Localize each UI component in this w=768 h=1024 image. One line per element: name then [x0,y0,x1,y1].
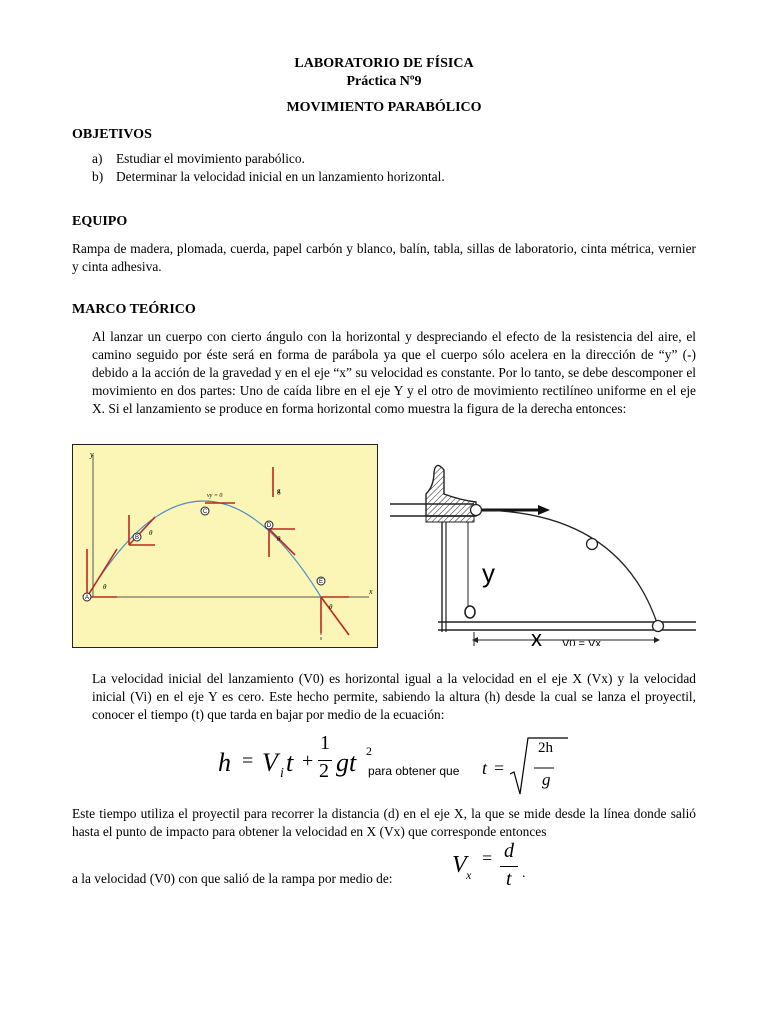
svg-text:D: D [266,523,272,529]
svg-text:B: B [134,535,140,541]
x-axis-label: x [369,587,373,596]
trajectory-diagram [73,445,377,647]
marco-text: Al lanzar un cuerpo con cierto ángulo con la horizontal y despreciando el efecto de la resistencia del aire, el camino seguido por éste será en forma de parábola ya que el cuerpo sólo acelera en la dirección de “y” (-) debido a la acción de la gravedad y en el eje “x” su velocidad es constante. Por lo tanto, se debe descomponer el movimiento en dos partes: Uno de caída libre en el eje Y y el otro de movimiento rectilíneo uniforme en el eje X. Si el lanzamiento se produce en forma horizontal como muestra la figura de la derecha entonces: [92,329,696,416]
para-tiempo: Este tiempo utiliza el proyectil para recorrer la distancia (d) en el eje X, la que se mide desde la línea donde salió hasta el punto de impacto para obtener la velocidad en X (Vx) que corresponde entonces [72,806,696,839]
page-title: MOVIMIENTO PARABÓLICO [286,100,482,115]
distance-label: x [531,626,542,646]
gravity-label: g [277,487,281,495]
objetivos-heading: OBJETIVOS [72,127,152,142]
list-item: a) Estudiar el movimiento parabólico. [92,151,305,166]
svg-text:θ: θ [329,603,333,611]
equipo-text: Rampa de madera, plomada, cuerda, papel carbón y blanco, balín, tabla, sillas de laboratorio, cinta métrica, vernier y cinta adhesiva. [72,241,696,274]
figure-projectile-trajectory [72,444,378,648]
equipo-heading: EQUIPO [72,214,128,229]
y-axis-label: y [90,450,94,459]
svg-text:θ: θ [277,535,281,543]
ball-mid [587,539,598,550]
velocity-label: V0 = Vx [562,638,601,646]
marco-heading: MARCO TEÓRICO [72,302,196,317]
para-velocidad-rampa: a la velocidad (V0) con que salió de la rampa por medio de: [72,871,393,886]
height-label: y [482,558,495,588]
trajectory-curve [476,510,658,626]
equation-time: h = V i t + 1 2 gt 2 para obtener que t = 2h g [218,734,598,798]
svg-text:θ: θ [149,529,153,537]
svg-text:A: A [84,595,90,601]
parabola-path [87,501,324,597]
ball-start [471,505,482,516]
header-lab: LABORATORIO DE FÍSICA [294,56,474,71]
para-velocidad-inicial: La velocidad inicial del lanzamiento (V0) es horizontal igual a la velocidad en el eje X (Vx) y la velocidad inicial (Vi) en el eje Y es cero. Este hecho permite, sabiendo la altura (h) desde la cual se lanza el proyectil, conocer el tiempo (t) que tarda en bajar por medio de la ecuación: [92,671,696,722]
figure-horizontal-launch [390,456,696,646]
objetivos-list [72,150,445,186]
ramp [426,465,476,516]
svg-text:C: C [202,509,208,515]
ball-end [653,621,664,632]
vy-zero-label: vy = 0 [207,493,223,499]
svg-text:θ: θ [103,583,107,591]
list-item: b) Determinar la velocidad inicial en un lanzamiento horizontal. [92,169,445,184]
svg-text:E: E [318,579,324,585]
plumb-bob [465,606,475,618]
ramp-diagram [390,456,696,646]
header-practica: Práctica Nº9 [346,74,422,89]
equation-velocity: V x = d t . [452,840,526,890]
